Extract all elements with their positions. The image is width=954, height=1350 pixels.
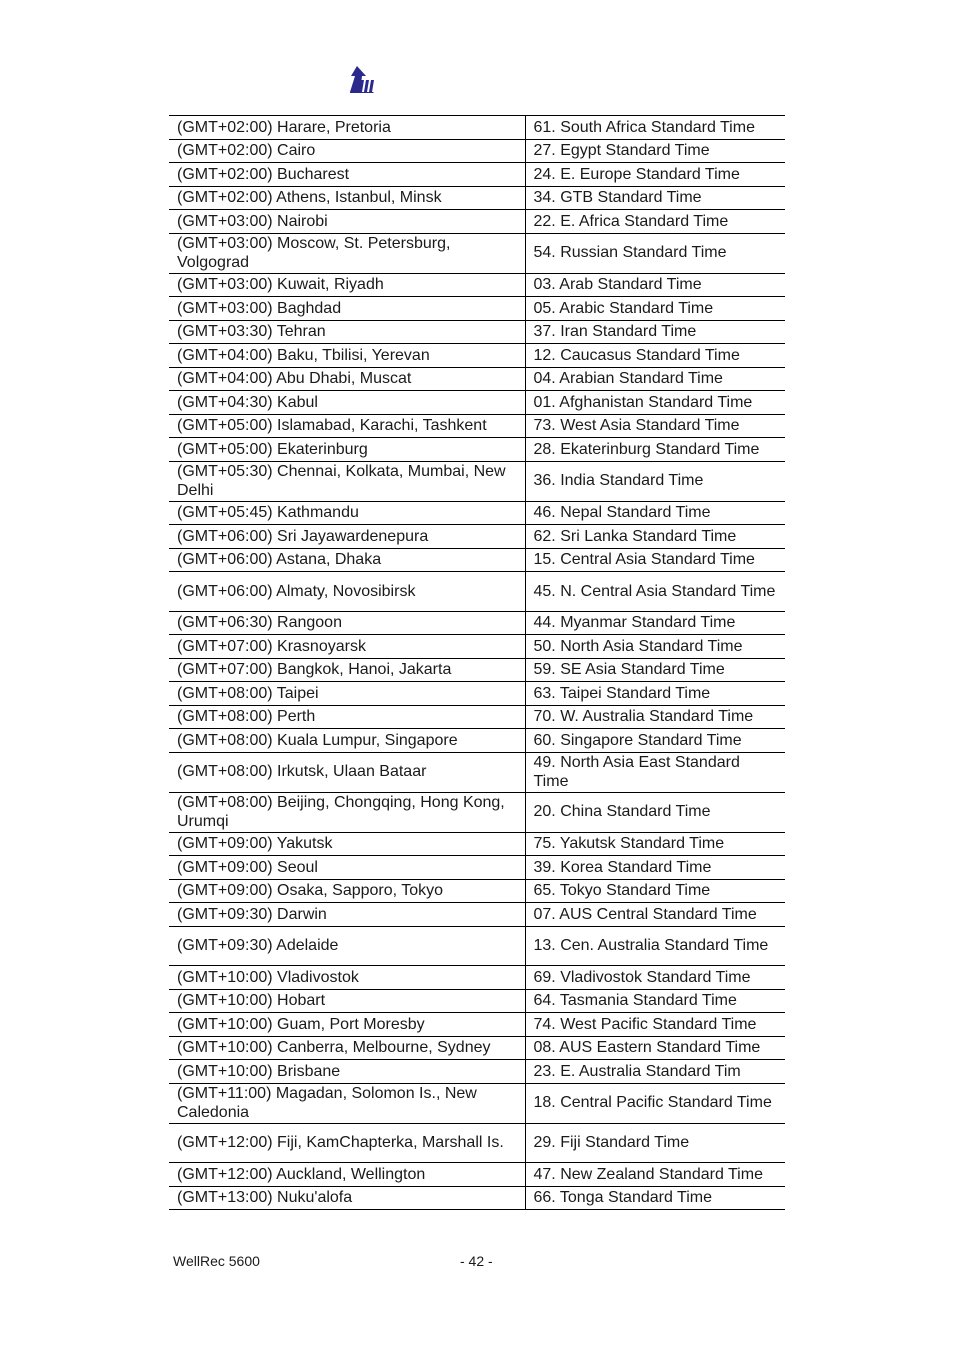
- standard-time-cell: 34. GTB Standard Time: [525, 186, 785, 210]
- table-row: [169, 163, 785, 187]
- table-row: [169, 320, 785, 344]
- standard-time-cell: 62. Sri Lanka Standard Time: [525, 525, 785, 549]
- standard-time-cell: 24. E. Europe Standard Time: [525, 163, 785, 187]
- standard-time-cell: 29. Fiji Standard Time: [525, 1123, 785, 1163]
- standard-time-cell: 44. Myanmar Standard Time: [525, 611, 785, 635]
- table-row: [169, 658, 785, 682]
- timezone-cell: (GMT+12:00) Auckland, Wellington: [169, 1163, 525, 1187]
- timezone-cell: (GMT+11:00) Magadan, Solomon Is., New Caledonia: [169, 1083, 525, 1123]
- table-row: [169, 414, 785, 438]
- timezone-cell: (GMT+02:00) Athens, Istanbul, Minsk: [169, 186, 525, 210]
- standard-time-cell: 59. SE Asia Standard Time: [525, 658, 785, 682]
- table-row: [169, 1036, 785, 1060]
- timezone-cell: (GMT+05:30) Chennai, Kolkata, Mumbai, New Delhi: [169, 461, 525, 501]
- standard-time-cell: 70. W. Australia Standard Time: [525, 705, 785, 729]
- table-row: [169, 792, 785, 832]
- timezone-cell: (GMT+09:00) Osaka, Sapporo, Tokyo: [169, 879, 525, 903]
- table-row: [169, 682, 785, 706]
- timezone-cell: (GMT+06:00) Astana, Dhaka: [169, 548, 525, 572]
- standard-time-cell: 20. China Standard Time: [525, 792, 785, 832]
- timezone-cell: (GMT+10:00) Brisbane: [169, 1060, 525, 1084]
- table-row: [169, 989, 785, 1013]
- timezone-cell: (GMT+03:30) Tehran: [169, 320, 525, 344]
- table-row: [169, 139, 785, 163]
- standard-time-cell: 28. Ekaterinburg Standard Time: [525, 438, 785, 462]
- table-row: [169, 1186, 785, 1210]
- table-row: [169, 116, 785, 140]
- standard-time-cell: 05. Arabic Standard Time: [525, 297, 785, 321]
- timezone-cell: (GMT+09:00) Yakutsk: [169, 832, 525, 856]
- timezone-cell: (GMT+07:00) Krasnoyarsk: [169, 635, 525, 659]
- timezone-cell: (GMT+08:00) Perth: [169, 705, 525, 729]
- timezone-cell: (GMT+09:00) Seoul: [169, 856, 525, 880]
- timezone-cell: (GMT+08:00) Taipei: [169, 682, 525, 706]
- table-row: [169, 186, 785, 210]
- standard-time-cell: 12. Caucasus Standard Time: [525, 344, 785, 368]
- timezone-cell: (GMT+08:00) Kuala Lumpur, Singapore: [169, 729, 525, 753]
- standard-time-cell: 47. New Zealand Standard Time: [525, 1163, 785, 1187]
- table-row: [169, 635, 785, 659]
- standard-time-cell: 49. North Asia East Standard Time: [525, 752, 785, 792]
- standard-time-cell: 54. Russian Standard Time: [525, 233, 785, 273]
- table-row: [169, 233, 785, 273]
- table-row: [169, 1013, 785, 1037]
- timezone-table: [169, 115, 785, 1210]
- table-row: [169, 879, 785, 903]
- timezone-cell: (GMT+03:00) Moscow, St. Petersburg, Volgograd: [169, 233, 525, 273]
- standard-time-cell: 50. North Asia Standard Time: [525, 635, 785, 659]
- table-row: [169, 501, 785, 525]
- timezone-cell: (GMT+04:30) Kabul: [169, 391, 525, 415]
- table-row: [169, 1083, 785, 1123]
- standard-time-cell: 27. Egypt Standard Time: [525, 139, 785, 163]
- table-row: [169, 926, 785, 966]
- table-row: [169, 525, 785, 549]
- table-row: [169, 391, 785, 415]
- timezone-cell: (GMT+03:00) Kuwait, Riyadh: [169, 273, 525, 297]
- standard-time-cell: 39. Korea Standard Time: [525, 856, 785, 880]
- table-row: [169, 572, 785, 612]
- table-row: [169, 461, 785, 501]
- standard-time-cell: 66. Tonga Standard Time: [525, 1186, 785, 1210]
- wellrec-logo-icon: [348, 66, 380, 96]
- standard-time-cell: 37. Iran Standard Time: [525, 320, 785, 344]
- timezone-cell: (GMT+06:00) Almaty, Novosibirsk: [169, 572, 525, 612]
- timezone-cell: (GMT+13:00) Nuku'alofa: [169, 1186, 525, 1210]
- timezone-cell: (GMT+04:00) Abu Dhabi, Muscat: [169, 367, 525, 391]
- timezone-cell: (GMT+02:00) Cairo: [169, 139, 525, 163]
- timezone-cell: (GMT+06:30) Rangoon: [169, 611, 525, 635]
- timezone-cell: (GMT+07:00) Bangkok, Hanoi, Jakarta: [169, 658, 525, 682]
- table-row: [169, 1060, 785, 1084]
- standard-time-cell: 04. Arabian Standard Time: [525, 367, 785, 391]
- timezone-cell: (GMT+10:00) Guam, Port Moresby: [169, 1013, 525, 1037]
- standard-time-cell: 23. E. Australia Standard Tim: [525, 1060, 785, 1084]
- timezone-cell: (GMT+06:00) Sri Jayawardenepura: [169, 525, 525, 549]
- timezone-cell: (GMT+05:45) Kathmandu: [169, 501, 525, 525]
- timezone-cell: (GMT+10:00) Canberra, Melbourne, Sydney: [169, 1036, 525, 1060]
- table-row: [169, 903, 785, 927]
- standard-time-cell: 61. South Africa Standard Time: [525, 116, 785, 140]
- standard-time-cell: 08. AUS Eastern Standard Time: [525, 1036, 785, 1060]
- table-row: [169, 273, 785, 297]
- timezone-cell: (GMT+04:00) Baku, Tbilisi, Yerevan: [169, 344, 525, 368]
- timezone-cell: (GMT+10:00) Hobart: [169, 989, 525, 1013]
- timezone-cell: (GMT+12:00) Fiji, KamChapterka, Marshall Is.: [169, 1123, 525, 1163]
- timezone-cell: (GMT+08:00) Irkutsk, Ulaan Bataar: [169, 752, 525, 792]
- table-row: [169, 367, 785, 391]
- table-row: [169, 856, 785, 880]
- standard-time-cell: 13. Cen. Australia Standard Time: [525, 926, 785, 966]
- table-row: [169, 966, 785, 990]
- table-row: [169, 548, 785, 572]
- footer-page-number: - 42 -: [460, 1253, 493, 1269]
- standard-time-cell: 46. Nepal Standard Time: [525, 501, 785, 525]
- table-row: [169, 344, 785, 368]
- timezone-cell: (GMT+08:00) Beijing, Chongqing, Hong Kong, Urumqi: [169, 792, 525, 832]
- timezone-cell: (GMT+05:00) Islamabad, Karachi, Tashkent: [169, 414, 525, 438]
- standard-time-cell: 36. India Standard Time: [525, 461, 785, 501]
- standard-time-cell: 18. Central Pacific Standard Time: [525, 1083, 785, 1123]
- table-row: [169, 832, 785, 856]
- standard-time-cell: 74. West Pacific Standard Time: [525, 1013, 785, 1037]
- standard-time-cell: 22. E. Africa Standard Time: [525, 210, 785, 234]
- standard-time-cell: 64. Tasmania Standard Time: [525, 989, 785, 1013]
- table-row: [169, 210, 785, 234]
- standard-time-cell: 63. Taipei Standard Time: [525, 682, 785, 706]
- table-row: [169, 438, 785, 462]
- table-row: [169, 297, 785, 321]
- standard-time-cell: 75. Yakutsk Standard Time: [525, 832, 785, 856]
- timezone-cell: (GMT+02:00) Harare, Pretoria: [169, 116, 525, 140]
- table-row: [169, 611, 785, 635]
- standard-time-cell: 07. AUS Central Standard Time: [525, 903, 785, 927]
- standard-time-cell: 45. N. Central Asia Standard Time: [525, 572, 785, 612]
- table-row: [169, 705, 785, 729]
- timezone-cell: (GMT+09:30) Adelaide: [169, 926, 525, 966]
- timezone-cell: (GMT+02:00) Bucharest: [169, 163, 525, 187]
- table-row: [169, 752, 785, 792]
- table-row: [169, 1123, 785, 1163]
- timezone-table-body: [169, 116, 785, 1210]
- timezone-cell: (GMT+10:00) Vladivostok: [169, 966, 525, 990]
- timezone-cell: (GMT+03:00) Baghdad: [169, 297, 525, 321]
- standard-time-cell: 60. Singapore Standard Time: [525, 729, 785, 753]
- standard-time-cell: 01. Afghanistan Standard Time: [525, 391, 785, 415]
- standard-time-cell: 03. Arab Standard Time: [525, 273, 785, 297]
- standard-time-cell: 69. Vladivostok Standard Time: [525, 966, 785, 990]
- timezone-cell: (GMT+03:00) Nairobi: [169, 210, 525, 234]
- standard-time-cell: 73. West Asia Standard Time: [525, 414, 785, 438]
- timezone-cell: (GMT+05:00) Ekaterinburg: [169, 438, 525, 462]
- timezone-cell: (GMT+09:30) Darwin: [169, 903, 525, 927]
- table-row: [169, 729, 785, 753]
- standard-time-cell: 15. Central Asia Standard Time: [525, 548, 785, 572]
- standard-time-cell: 65. Tokyo Standard Time: [525, 879, 785, 903]
- table-row: [169, 1163, 785, 1187]
- footer-product-name: WellRec 5600: [173, 1253, 260, 1269]
